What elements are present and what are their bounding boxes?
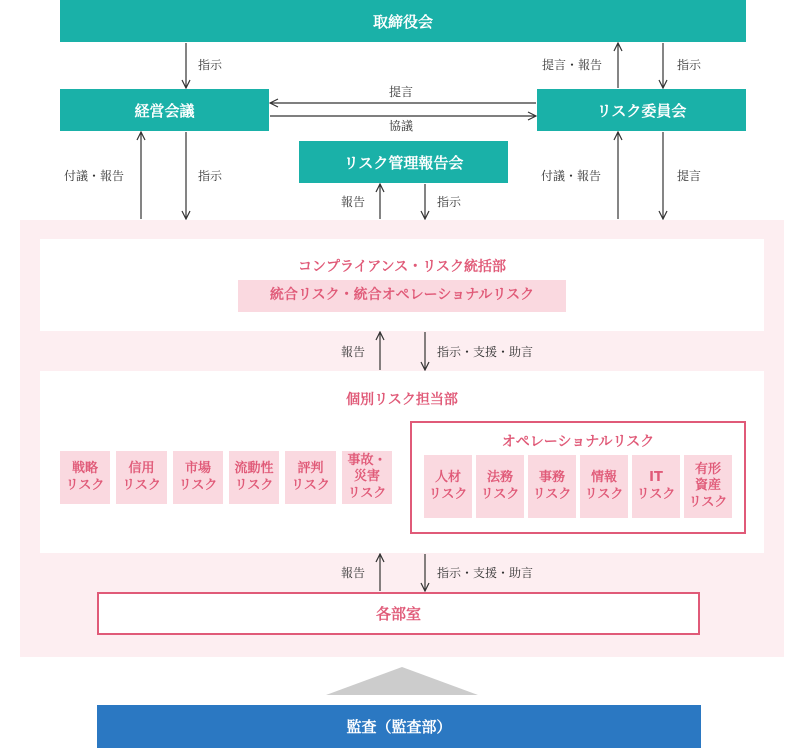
label-report: 報告 — [341, 566, 366, 580]
operational-risk-tag: 人材 リスク — [424, 455, 472, 518]
label-propose: 提言 — [677, 169, 702, 183]
label-instruct-support-advice: 指示・支援・助言 — [437, 566, 534, 580]
audit-label: 監査（監査部） — [346, 718, 452, 736]
label-propose: 提言 — [389, 85, 414, 99]
risk-tag: 戦略 リスク — [60, 451, 110, 504]
risk-committee-label: リスク委員会 — [596, 101, 687, 120]
label-consult: 協議 — [389, 119, 414, 133]
operational-risk-tag: 事務 リスク — [528, 455, 576, 518]
label-instruct: 指示 — [198, 58, 223, 72]
label-instruct: 指示 — [437, 195, 462, 209]
label-proposal-report: 提言・報告 — [542, 58, 603, 72]
label-report: 報告 — [341, 195, 366, 209]
audit-arrow — [326, 667, 478, 695]
risk-tag: 市場 リスク — [173, 451, 223, 504]
label-discuss-report: 付議・報告 — [64, 169, 125, 183]
label-instruct: 指示 — [198, 169, 223, 183]
board-label: 取締役会 — [372, 12, 433, 31]
risk-tag: 流動性 リスク — [229, 451, 279, 504]
compliance-title: コンプライアンス・リスク統括部 — [298, 259, 506, 275]
management-meeting-label: 経営会議 — [134, 101, 195, 120]
operational-risk-tag: IT リスク — [632, 455, 680, 518]
label-instruct-support-advice: 指示・支援・助言 — [437, 345, 534, 359]
compliance-subtitle: 統合リスク・統合オペレーショナルリスク — [238, 280, 566, 312]
label-report: 報告 — [341, 345, 366, 359]
operational-risk-tag: 有形 資産 リスク — [684, 455, 732, 518]
individual-risk-title: 個別リスク担当部 — [346, 392, 458, 408]
operational-risk-tag: 法務 リスク — [476, 455, 524, 518]
departments-label: 各部室 — [375, 605, 421, 623]
risk-tag: 事故・ 災害 リスク — [342, 451, 392, 504]
label-discuss-report: 付議・報告 — [541, 169, 602, 183]
operational-risk-tag: 情報 リスク — [580, 455, 628, 518]
label-instruct: 指示 — [677, 58, 702, 72]
risk-tag: 評判 リスク — [285, 451, 336, 504]
risk-tag: 信用 リスク — [116, 451, 167, 504]
audit-box — [97, 705, 701, 748]
risk-management-meeting-label: リスク管理報告会 — [343, 153, 464, 172]
operational-risk-title: オペレーショナルリスク — [501, 434, 655, 450]
